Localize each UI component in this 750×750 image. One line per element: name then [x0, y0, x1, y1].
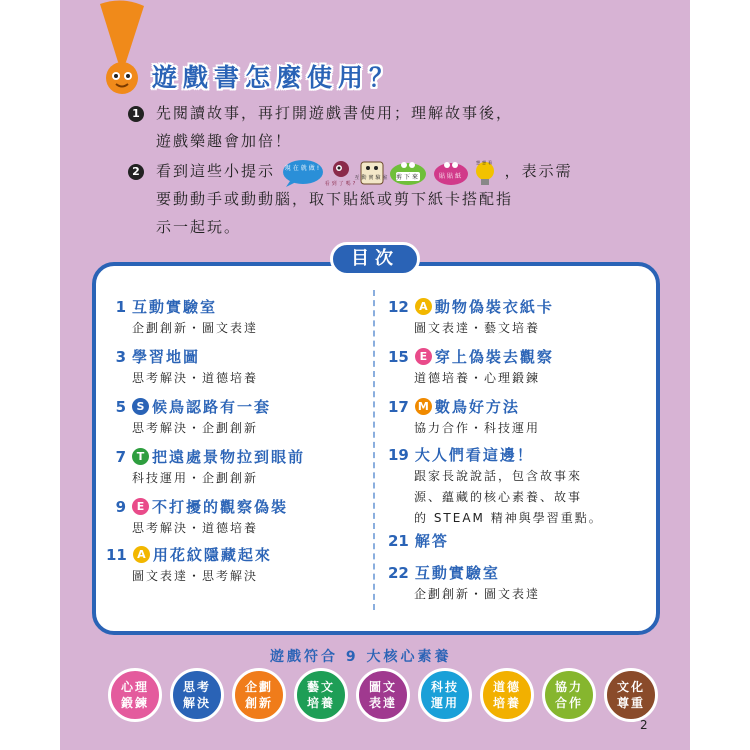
- toc-title-text: 用花紋隱藏起來: [152, 546, 272, 564]
- toc-entry-competencies: 企劃創新・圖文表達: [132, 321, 259, 335]
- competency-badge: [604, 668, 658, 722]
- hint-icons: [282, 159, 498, 185]
- competency-line: 心理: [120, 680, 149, 694]
- toc-entry-competencies: 科技運用・企劃創新: [132, 471, 259, 485]
- toc-page-number: 11: [106, 546, 127, 564]
- hint-text: 貼貼紙: [438, 172, 463, 180]
- toc-entry-competencies: 圖文表達・藝文培養: [414, 321, 541, 335]
- hint-text: 互動實驗室: [354, 174, 390, 181]
- toc-entry[interactable]: [106, 346, 258, 388]
- steam-badge: A: [133, 546, 150, 563]
- toc-entry-title: [106, 446, 305, 468]
- instruction-line: 要動動手或動動腦，取下貼紙或剪下紙卡搭配指: [156, 190, 514, 208]
- steam-badge: T: [132, 448, 149, 465]
- toc-entry-title: [388, 396, 540, 418]
- scissors-character-icon: [388, 159, 428, 187]
- instruction-number: 2: [128, 164, 144, 180]
- sticker-character-icon: [432, 159, 470, 187]
- competencies-title: 遊戲符合 9 大核心素養: [270, 649, 452, 665]
- toc-entry[interactable]: [106, 446, 305, 488]
- competency-line: 文化: [616, 680, 645, 694]
- steam-badge: E: [415, 348, 432, 365]
- toc-page-number: 12: [388, 298, 409, 316]
- instruction-text: 看到這些小提示: [156, 162, 276, 180]
- competency-line: 協力: [554, 680, 583, 694]
- page-title: 遊戲書怎麼使用？: [152, 63, 401, 92]
- toc-entry-description: 源、蘊藏的核心素養、故事: [414, 490, 583, 504]
- toc-page-number: 1: [115, 298, 126, 316]
- toc-entry-title: [106, 296, 258, 318]
- toc-entry-competencies: 思考解決・道德培養: [132, 521, 259, 535]
- toc-entry-title: [106, 396, 271, 418]
- toc-entry-competencies: 協力合作・科技運用: [414, 421, 541, 435]
- instruction-line: [156, 158, 573, 185]
- exclamation-mascot-icon: [92, 0, 152, 100]
- competency-line: 培養: [492, 696, 521, 710]
- instruction-line: 遊戲樂趣會加倍！: [156, 132, 293, 150]
- steam-badge: S: [132, 398, 149, 415]
- toc-entry-competencies: 思考解決・企劃創新: [132, 421, 259, 435]
- competency-line: 道德: [492, 680, 521, 694]
- hint-text: 看到了嗎?: [324, 180, 358, 187]
- competency-badge: [294, 668, 348, 722]
- competency-line: 鍛鍊: [120, 696, 149, 710]
- lightbulb-character-icon: [472, 159, 498, 187]
- competency-line: 運用: [430, 696, 459, 710]
- hint-text: 剪下來: [395, 173, 420, 181]
- toc-entry[interactable]: [106, 396, 271, 438]
- competency-badge: [232, 668, 286, 722]
- competency-line: 企劃: [244, 680, 273, 694]
- toc-entry-title: [106, 346, 258, 368]
- instruction-number: 1: [128, 106, 144, 122]
- instruction-text: ，表示需: [504, 162, 573, 180]
- toc-title-text: 候鳥認路有一套: [152, 398, 272, 416]
- toc-entry-title: [388, 562, 540, 584]
- instruction-line: 先閱讀故事，再打開遊戲書使用；理解故事後，: [156, 104, 514, 122]
- toc-page-number: 3: [115, 348, 126, 366]
- toc-entry-description: 的 STEAM 精神與學習重點。: [414, 511, 603, 525]
- toc-title-text: 數鳥好方法: [434, 398, 520, 416]
- toc-tab: 目次: [330, 242, 420, 276]
- toc-page-number: 21: [388, 532, 409, 550]
- competency-line: 藝文: [306, 680, 335, 694]
- toc-page-number: 19: [388, 446, 409, 464]
- competency-line: 圖文: [368, 680, 397, 694]
- competency-line: 表達: [368, 696, 397, 710]
- toc-entry[interactable]: [388, 396, 540, 438]
- page-number: 2: [640, 718, 648, 732]
- toc-entry-title: [106, 496, 288, 518]
- steam-badge: M: [415, 398, 432, 415]
- toc-entry[interactable]: [106, 496, 288, 538]
- toc-entry[interactable]: [388, 530, 449, 552]
- toc-title-text: 動物偽裝衣紙卡: [434, 298, 554, 316]
- toc-entry-title: [388, 296, 554, 318]
- competency-line: 培養: [306, 696, 335, 710]
- toc-page-number: 22: [388, 564, 409, 582]
- competency-line: 尊重: [616, 696, 645, 710]
- toc-entry-title: [106, 544, 272, 566]
- toc-page-number: 15: [388, 348, 409, 366]
- eye-character-icon: [326, 159, 356, 187]
- steam-badge: A: [415, 298, 432, 315]
- toc-divider: [373, 290, 375, 610]
- toc-entry[interactable]: [106, 296, 258, 338]
- toc-title-text: 互動實驗室: [132, 298, 218, 316]
- instruction-line: 示一起玩。: [156, 218, 242, 236]
- competency-badge: [356, 668, 410, 722]
- book-character-icon: [354, 159, 390, 187]
- steam-badge: E: [132, 498, 149, 515]
- competency-badge: [108, 668, 162, 722]
- competency-line: 解決: [182, 696, 211, 710]
- toc-entry[interactable]: [388, 444, 603, 529]
- toc-title-text: 不打擾的觀察偽裝: [152, 498, 289, 516]
- toc-entry[interactable]: [388, 296, 554, 338]
- toc-title-text: 大人們看這邊！: [414, 446, 534, 464]
- competency-line: 創新: [244, 696, 273, 710]
- toc-entry-competencies: 道德培養・心理鍛鍊: [414, 371, 541, 385]
- toc-title-text: 互動實驗室: [414, 564, 500, 582]
- speech-bubble-icon: [282, 159, 324, 187]
- toc-entry-competencies: 思考解決・道德培養: [132, 371, 259, 385]
- toc-entry-competencies: 企劃創新・圖文表達: [414, 587, 541, 601]
- competency-line: 思考: [182, 680, 211, 694]
- competency-badge: [542, 668, 596, 722]
- toc-title-text: 學習地圖: [132, 348, 201, 366]
- toc-entry-title: [388, 530, 449, 552]
- competency-badge: [170, 668, 224, 722]
- toc-page-number: 9: [115, 498, 126, 516]
- toc-entry[interactable]: [388, 562, 540, 604]
- toc-title-text: 把遠處景物拉到眼前: [152, 448, 306, 466]
- toc-page-number: 7: [115, 448, 126, 466]
- competency-line: 合作: [554, 696, 583, 710]
- toc-entry-title: [388, 346, 554, 368]
- toc-entry-competencies: 圖文表達・思考解決: [132, 569, 259, 583]
- toc-title-text: 解答: [414, 532, 449, 550]
- hint-text: 想想看: [475, 159, 494, 165]
- toc-entry-title: [388, 444, 603, 466]
- toc-entry[interactable]: [388, 346, 554, 388]
- toc-entry[interactable]: [106, 544, 272, 586]
- competency-badge: [418, 668, 472, 722]
- hint-text: 現在就做!: [284, 164, 321, 172]
- competency-line: 科技: [430, 680, 459, 694]
- toc-page-number: 17: [388, 398, 409, 416]
- toc-entry-description: 跟家長說說話，包含故事來: [414, 469, 583, 483]
- toc-title-text: 穿上偽裝去觀察: [434, 348, 554, 366]
- toc-page-number: 5: [115, 398, 126, 416]
- competency-badge: [480, 668, 534, 722]
